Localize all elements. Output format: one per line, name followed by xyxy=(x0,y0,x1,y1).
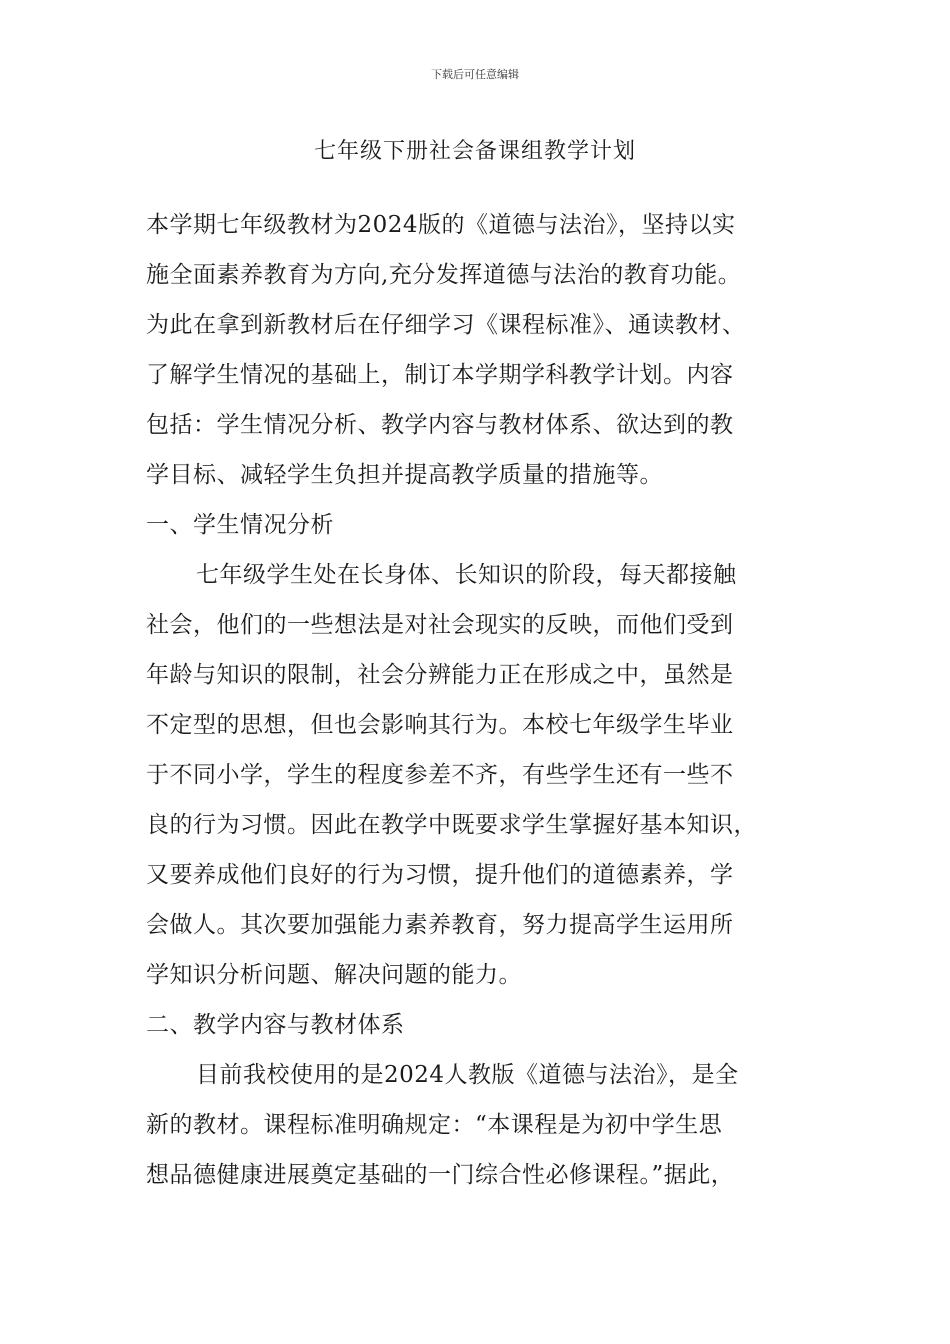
text-line: 年龄与知识的限制，社会分辨能力正在形成之中，虽然是 xyxy=(146,662,734,688)
text-line: 目前我校使用的是2024人教版《道德与法治》，是全 xyxy=(196,1062,739,1088)
text-line: 会做人。其次要加强能力素养教育，努力提高学生运用所 xyxy=(146,912,734,938)
document-body xyxy=(146,207,806,1207)
text-line: 学知识分析问题、解决问题的能力。 xyxy=(146,962,522,988)
text-line: 于不同小学，学生的程度参差不齐，有些学生还有一些不 xyxy=(146,762,734,788)
text-line: 不定型的思想，但也会影响其行为。本校七年级学生毕业 xyxy=(146,712,734,738)
section-heading: 一、学生情况分析 xyxy=(146,512,334,538)
text-line: 施全面素养教育为方向,充分发挥道德与法治的教育功能。 xyxy=(146,262,742,288)
text-line: 七年级学生处在长身体、长知识的阶段，每天都接触 xyxy=(196,562,737,588)
text-line: 良的行为习惯。因此在教学中既要求学生掌握好基本知识， xyxy=(146,812,757,838)
text-line: 了解学生情况的基础上，制订本学期学科教学计划。内容 xyxy=(146,362,734,388)
text-line: 想品德健康进展奠定基础的一门综合性必修课程。”据此， xyxy=(146,1162,735,1188)
text-line: 新的教材。课程标准明确规定：“本课程是为初中学生思 xyxy=(146,1112,723,1138)
text-line: 包括：学生情况分析、教学内容与教材体系、欲达到的教 xyxy=(146,412,734,438)
page-header-note: 下载后可任意编辑 xyxy=(431,68,519,81)
section-heading: 二、教学内容与教材体系 xyxy=(146,1012,405,1038)
text-line: 为此在拿到新教材后在仔细学习《课程标准》、通读教材、 xyxy=(146,312,746,338)
text-line: 又要养成他们良好的行为习惯，提升他们的道德素养，学 xyxy=(146,862,734,888)
text-line: 社会，他们的一些想法是对社会现实的反映，而他们受到 xyxy=(146,612,734,638)
text-line: 学目标、减轻学生负担并提高教学质量的措施等。 xyxy=(146,462,663,488)
document-title: 七年级下册社会备课组教学计划 xyxy=(313,139,636,164)
text-line: 本学期七年级教材为2024版的《道德与法治》，坚持以实 xyxy=(146,212,736,238)
